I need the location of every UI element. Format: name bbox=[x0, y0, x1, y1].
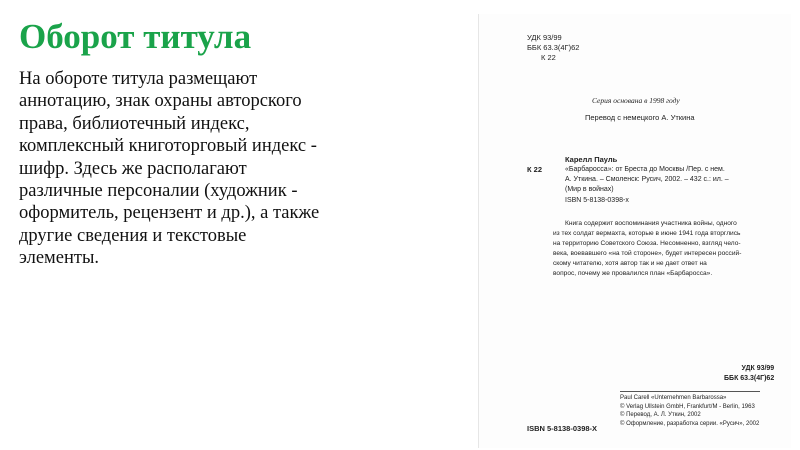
body-line: различные персоналии (художник - bbox=[19, 181, 298, 202]
udk-code: УДК 93/99 bbox=[527, 33, 562, 42]
copyright-line: Paul Carell «Unternehmen Barbarossa» bbox=[620, 395, 727, 401]
author-sign: К 22 bbox=[541, 53, 556, 62]
body-line: другие сведения и текстовые bbox=[19, 225, 247, 246]
slide-title: Оборот титула bbox=[19, 17, 252, 56]
body-line: оформитель, рецензент и др.), а также bbox=[19, 203, 320, 224]
copyright-line: © Verlag Ullstein GmbH, Frankfurt/M - Berlin, 1963 bbox=[620, 403, 755, 410]
slide-body-text bbox=[19, 68, 407, 270]
annotation-line: вопрос, почему же провалился план «Барбаросса». bbox=[553, 270, 713, 277]
desc-line: А. Уткина. – Смоленск: Русич, 2002. – 432 с.: ил. – bbox=[565, 176, 729, 183]
annotation-line: века, воевавшего «на той стороне», будет интересен россий- bbox=[553, 250, 742, 257]
body-line: права, библиотечный индекс, bbox=[19, 113, 250, 134]
annotation-line: на территорию Советского Союза. Несомненно, взгляд чело- bbox=[553, 240, 741, 247]
desc-line: «Барбаросса»: от Бреста до Москвы /Пер. с нем. bbox=[565, 166, 725, 173]
copyright-block bbox=[620, 394, 759, 428]
isbn-bottom: ISBN 5-8138-0398-X bbox=[527, 424, 598, 433]
series-note: Серия основана в 1998 году bbox=[592, 96, 680, 105]
annotation-line: скому читателю, хотя автор так и не дает ответ на bbox=[553, 260, 707, 267]
author-name: Карелл Пауль bbox=[565, 155, 618, 164]
annotation-line: из тех солдат вермахта, которые в июне 1941 года вторглись bbox=[553, 230, 741, 237]
copyright-line: © Перевод, А. Л. Уткин, 2002 bbox=[620, 412, 701, 418]
body-line: элементы. bbox=[19, 248, 100, 269]
bbk-code: ББК 63.3(4Г)62 bbox=[527, 43, 580, 52]
desc-line: (Мир в войнах) bbox=[565, 186, 614, 193]
body-line: На обороте титула размещают bbox=[19, 69, 258, 89]
udk-code: УДК 93/99 bbox=[741, 365, 775, 372]
isbn-top: ISBN 5-8138-0398-х bbox=[565, 197, 629, 204]
udk-bottom-block bbox=[724, 364, 774, 384]
copyright-line: © Оформление, разработка серии. «Русич», 2002 bbox=[620, 420, 760, 427]
body-line: комплексный книготорговый индекс - bbox=[19, 136, 317, 157]
bibliographic-description bbox=[565, 165, 729, 195]
title-verso-page-image bbox=[478, 14, 791, 448]
translation-note: Перевод с немецкого А. Уткина bbox=[585, 113, 695, 122]
annotation-line: Книга содержит воспоминания участника войны, одного bbox=[565, 220, 737, 227]
copyright-rule bbox=[620, 391, 760, 392]
body-line: аннотацию, знак охраны авторского bbox=[19, 91, 302, 112]
annotation bbox=[553, 219, 741, 279]
body-line: шифр. Здесь же располагают bbox=[19, 158, 247, 179]
udk-top-block bbox=[527, 33, 579, 63]
author-sign-k22: К 22 bbox=[527, 165, 543, 174]
bbk-code: ББК 63.3(4Г)62 bbox=[724, 375, 775, 382]
